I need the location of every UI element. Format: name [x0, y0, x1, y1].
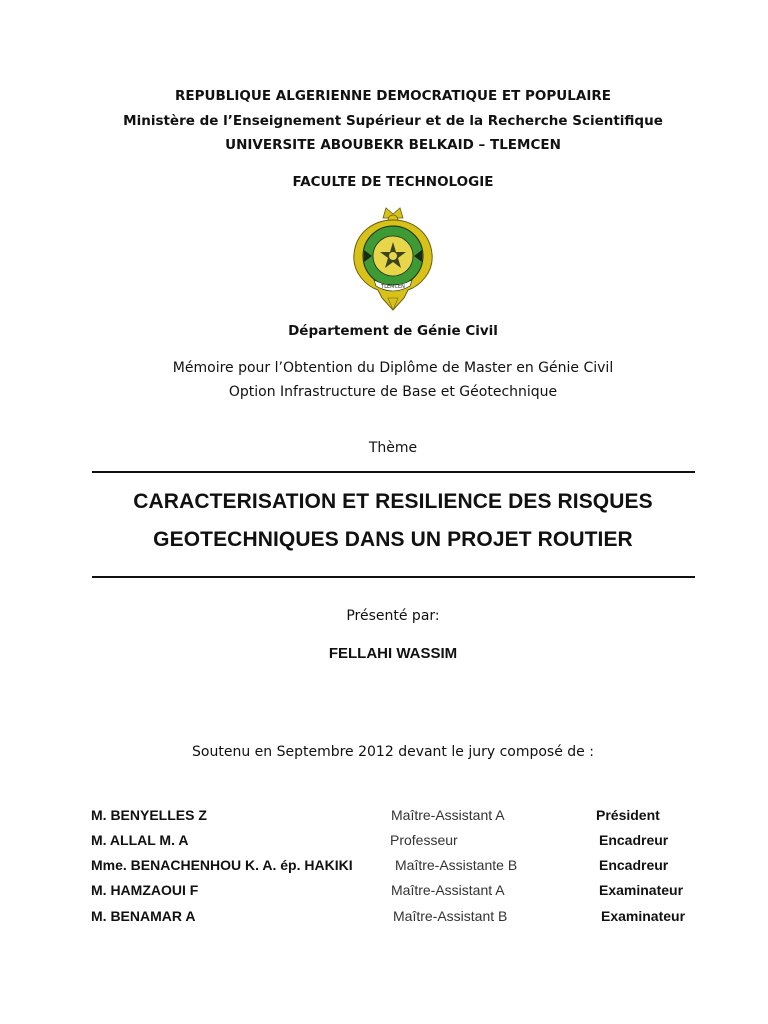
jury-member-name: M. HAMZAOUI F [91, 882, 199, 898]
jury-member-grade: Maître-Assistant B [393, 908, 508, 924]
thesis-title-line-1: CARACTERISATION ET RESILIENCE DES RISQUES [133, 490, 653, 513]
jury-member-name: M. BENAMAR A [91, 908, 196, 924]
jury-member-role: Examinateur [599, 882, 684, 898]
jury-member-role: Président [596, 807, 660, 823]
theme-label: Thème [368, 440, 418, 456]
jury-member-role: Encadreur [599, 832, 669, 848]
jury-member-grade: Maître-Assistant A [391, 807, 505, 823]
jury-member-name: M. ALLAL M. A [91, 832, 189, 848]
republic-heading: REPUBLIQUE ALGERIENNE DEMOCRATIQUE ET POPULAIRE [175, 88, 611, 104]
presented-by-label: Présenté par: [346, 608, 440, 624]
memoire-line-2: Option Infrastructure de Base et Géotechnique [228, 384, 558, 400]
department-heading: Département de Génie Civil [288, 323, 498, 339]
jury-member-name: Mme. BENACHENHOU K. A. ép. HAKIKI [91, 857, 353, 873]
jury-member-grade: Maître-Assistant A [391, 882, 505, 898]
university-seal-icon [350, 206, 436, 312]
author-name: FELLAHI WASSIM [328, 645, 458, 662]
jury-member-grade: Maître-Assistante B [395, 857, 518, 873]
defense-statement: Soutenu en Septembre 2012 devant le jury composé de : [192, 744, 594, 760]
title-bottom-rule [92, 576, 695, 578]
university-heading: UNIVERSITE ABOUBEKR BELKAID – TLEMCEN [225, 137, 561, 153]
faculty-heading: FACULTE DE TECHNOLOGIE [292, 174, 494, 190]
jury-member-name: M. BENYELLES Z [91, 807, 207, 823]
memoire-line-1: Mémoire pour l’Obtention du Diplôme de Master en Génie Civil [172, 360, 614, 376]
jury-member-grade: Professeur [390, 832, 458, 848]
seal-text: TLEMCEN [381, 284, 405, 290]
title-top-rule [92, 471, 695, 473]
jury-member-role: Encadreur [599, 857, 669, 873]
jury-member-role: Examinateur [601, 908, 686, 924]
thesis-title-line-2: GEOTECHNIQUES DANS UN PROJET ROUTIER [153, 528, 633, 551]
ministry-heading: Ministère de l’Enseignement Supérieur et de la Recherche Scientifique [123, 113, 663, 129]
